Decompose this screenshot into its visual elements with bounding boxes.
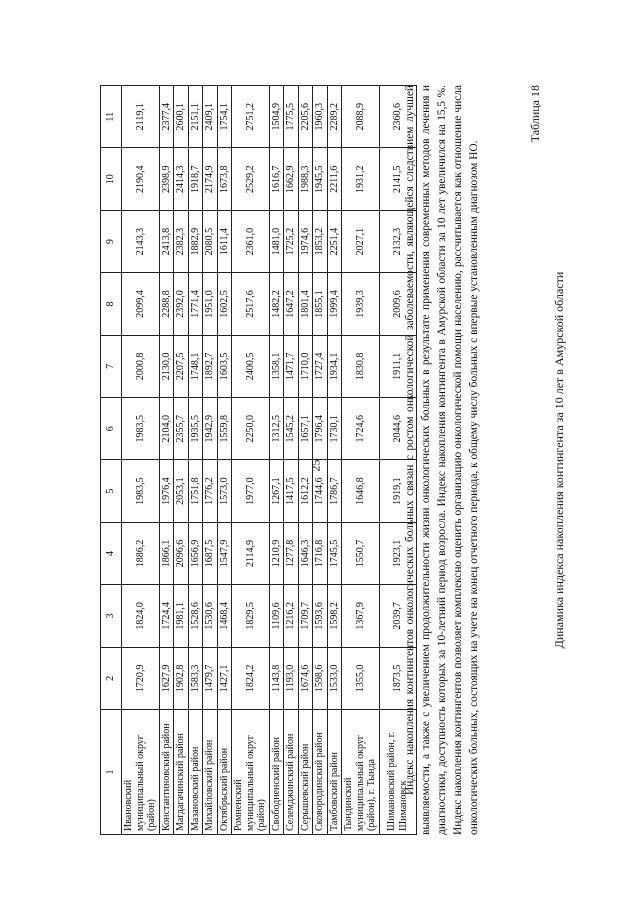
value-cell: 1216,2 — [284, 585, 299, 647]
value-cell: 1988,3 — [298, 148, 313, 210]
value-cell: 1481,0 — [269, 210, 284, 272]
value-cell: 2529,2 — [232, 148, 270, 210]
value-cell: 2104,0 — [159, 398, 174, 460]
value-cell: 1866,1 — [159, 522, 174, 584]
district-cell: Шимановский район, г. Шимановск — [379, 710, 416, 835]
value-cell: 1745,5 — [327, 522, 342, 584]
value-cell: 1616,7 — [269, 148, 284, 210]
value-cell: 1267,1 — [269, 460, 284, 522]
column-header: 11 — [101, 86, 122, 148]
page-number: 25 — [308, 459, 323, 472]
value-cell: 1277,8 — [284, 522, 299, 584]
value-cell: 1109,6 — [269, 585, 284, 647]
column-header: 7 — [101, 335, 122, 397]
table-row — [217, 86, 232, 835]
table-row — [159, 86, 174, 835]
value-cell: 1662,9 — [284, 148, 299, 210]
value-cell: 2400,5 — [232, 335, 270, 397]
value-cell: 1358,1 — [269, 335, 284, 397]
value-cell: 1657,1 — [298, 398, 313, 460]
value-cell: 1656,9 — [188, 522, 203, 584]
column-header: 8 — [101, 273, 122, 335]
value-cell: 1931,2 — [342, 148, 380, 210]
value-cell: 1796,4 — [313, 398, 328, 460]
value-cell: 2009,6 — [379, 273, 416, 335]
value-cell: 2517,6 — [232, 273, 270, 335]
value-cell: 1935,5 — [188, 398, 203, 460]
column-header: 6 — [101, 398, 122, 460]
value-cell: 1853,2 — [313, 210, 328, 272]
district-cell: Селемджинский район — [284, 710, 299, 835]
value-cell: 1598,2 — [327, 585, 342, 647]
value-cell: 1751,8 — [188, 460, 203, 522]
value-cell: 1724,4 — [159, 585, 174, 647]
value-cell: 1417,5 — [284, 460, 299, 522]
value-cell: 2211,6 — [327, 148, 342, 210]
value-cell: 1942,9 — [203, 398, 218, 460]
table-caption: Динамика индекса накопления контингента за 10 лет в Амурской области — [552, 271, 566, 649]
district-cell: Октябрьский район — [217, 710, 232, 835]
value-cell: 1210,9 — [269, 522, 284, 584]
table-body — [122, 86, 417, 835]
value-cell: 2080,5 — [203, 210, 218, 272]
district-cell: Свободненский район — [269, 710, 284, 835]
table-row — [232, 86, 270, 835]
value-cell: 1886,2 — [122, 522, 160, 584]
value-cell: 1611,4 — [217, 210, 232, 272]
value-cell: 1355,0 — [342, 647, 380, 709]
column-header: 10 — [101, 148, 122, 210]
value-cell: 1687,5 — [203, 522, 218, 584]
value-cell: 2088,9 — [342, 86, 380, 148]
value-cell: 2289,2 — [327, 86, 342, 148]
value-cell: 1602,5 — [217, 273, 232, 335]
value-cell: 2151,1 — [188, 86, 203, 148]
value-cell: 1748,1 — [188, 335, 203, 397]
value-cell: 1744,6 — [313, 460, 328, 522]
value-cell: 1716,8 — [313, 522, 328, 584]
value-cell: 1960,3 — [313, 86, 328, 148]
value-cell: 2096,6 — [174, 522, 189, 584]
value-cell: 1976,4 — [159, 460, 174, 522]
value-cell: 2114,9 — [232, 522, 270, 584]
value-cell: 2251,4 — [327, 210, 342, 272]
column-header: 4 — [101, 522, 122, 584]
value-cell: 1468,4 — [217, 585, 232, 647]
value-cell: 1550,7 — [342, 522, 380, 584]
value-cell: 1583,3 — [188, 647, 203, 709]
value-cell: 2141,5 — [379, 148, 416, 210]
value-cell: 2207,5 — [174, 335, 189, 397]
value-cell: 2413,8 — [159, 210, 174, 272]
rotated-page-content — [100, 85, 566, 835]
value-cell: 2377,4 — [159, 86, 174, 148]
value-cell: 1533,0 — [327, 647, 342, 709]
table-row — [269, 86, 284, 835]
value-cell: 2044,6 — [379, 398, 416, 460]
value-cell: 1754,1 — [217, 86, 232, 148]
value-cell: 1775,5 — [284, 86, 299, 148]
district-cell: Сковородинский район — [313, 710, 328, 835]
value-cell: 1545,2 — [284, 398, 299, 460]
value-cell: 2392,0 — [174, 273, 189, 335]
district-cell: Константиновский район — [159, 710, 174, 835]
value-cell: 1674,6 — [298, 647, 313, 709]
value-cell: 2288,8 — [159, 273, 174, 335]
table-row — [313, 86, 328, 835]
value-cell: 1143,8 — [269, 647, 284, 709]
table-row — [284, 86, 299, 835]
value-cell: 1504,9 — [269, 86, 284, 148]
value-cell: 2250,0 — [232, 398, 270, 460]
value-cell: 1939,3 — [342, 273, 380, 335]
value-cell: 1892,7 — [203, 335, 218, 397]
column-header: 9 — [101, 210, 122, 272]
value-cell: 2190,4 — [122, 148, 160, 210]
value-cell: 2130,0 — [159, 335, 174, 397]
value-cell: 1646,8 — [342, 460, 380, 522]
district-cell: Тамбовский район — [327, 710, 342, 835]
value-cell: 1479,7 — [203, 647, 218, 709]
table-row — [188, 86, 203, 835]
value-cell: 1977,0 — [232, 460, 270, 522]
value-cell: 1981,1 — [174, 585, 189, 647]
district-cell: Серышевский район — [298, 710, 313, 835]
value-cell: 1312,5 — [269, 398, 284, 460]
value-cell: 2205,6 — [298, 86, 313, 148]
district-cell: Магдагачинский район — [174, 710, 189, 835]
value-cell: 1530,6 — [203, 585, 218, 647]
value-cell: 1919,1 — [379, 460, 416, 522]
value-cell: 2414,3 — [174, 148, 189, 210]
value-cell: 1593,6 — [313, 585, 328, 647]
value-cell: 1547,9 — [217, 522, 232, 584]
value-cell: 1647,2 — [284, 273, 299, 335]
value-cell: 2119,1 — [122, 86, 160, 148]
table-row — [122, 86, 160, 835]
value-cell: 1786,7 — [327, 460, 342, 522]
value-cell: 1873,5 — [379, 647, 416, 709]
value-cell: 1471,7 — [284, 335, 299, 397]
district-cell: Ромненский муниципальный округ (район) — [232, 710, 270, 835]
value-cell: 1646,3 — [298, 522, 313, 584]
value-cell: 1902,8 — [174, 647, 189, 709]
value-cell: 1612,2 — [298, 460, 313, 522]
value-cell: 1801,4 — [298, 273, 313, 335]
value-cell: 2751,2 — [232, 86, 270, 148]
table-row — [342, 86, 380, 835]
value-cell: 1923,1 — [379, 522, 416, 584]
column-header: 2 — [101, 647, 122, 709]
district-cell: Михайловский район — [203, 710, 218, 835]
value-cell: 1911,1 — [379, 335, 416, 397]
value-cell: 1918,7 — [188, 148, 203, 210]
value-cell: 1627,9 — [159, 647, 174, 709]
value-cell: 1999,4 — [327, 273, 342, 335]
body-paragraph: Индекс накопления контингентов онкологических больных связан с ростом онкологической заболеваемости, являющейся следствием лучшей выявляемости, а также с увеличением продолжительности жизни онкологических больных в результате применения современных методов лечения и диагностики, доступность которых за 10-летний период возросла. Индекс накопления контингента в Амурской области за 10 лет увеличился на 15,5 %. Индекс накопления контингентов позволяет комплексно оценить организацию онкологической помощи населению, рассчитывается как отношение числа онкологических больных, состоящих на учете на конец отчетного периода, к общему числу больных с впервые установленным диагнозом НО. — [404, 85, 480, 835]
table-row — [174, 86, 189, 835]
index-table — [100, 85, 417, 835]
value-cell: 1855,1 — [313, 273, 328, 335]
value-cell: 1983,5 — [122, 398, 160, 460]
value-cell: 1427,1 — [217, 647, 232, 709]
district-cell: Мазановский район — [188, 710, 203, 835]
value-cell: 2361,0 — [232, 210, 270, 272]
value-cell: 1983,5 — [122, 460, 160, 522]
value-cell: 1951,0 — [203, 273, 218, 335]
value-cell: 1709,7 — [298, 585, 313, 647]
value-cell: 1934,1 — [327, 335, 342, 397]
table-row — [298, 86, 313, 835]
value-cell: 2053,1 — [174, 460, 189, 522]
value-cell: 2398,9 — [159, 148, 174, 210]
value-cell: 1730,1 — [327, 398, 342, 460]
value-cell: 1830,8 — [342, 335, 380, 397]
value-cell: 2000,8 — [122, 335, 160, 397]
value-cell: 2099,4 — [122, 273, 160, 335]
value-cell: 1727,4 — [313, 335, 328, 397]
table-row — [203, 86, 218, 835]
value-cell: 1776,2 — [203, 460, 218, 522]
value-cell: 1598,6 — [313, 647, 328, 709]
value-cell: 1945,5 — [313, 148, 328, 210]
value-cell: 1559,8 — [217, 398, 232, 460]
value-cell: 2143,3 — [122, 210, 160, 272]
value-cell: 1824,2 — [232, 647, 270, 709]
value-cell: 1824,0 — [122, 585, 160, 647]
column-header: 3 — [101, 585, 122, 647]
value-cell: 1603,5 — [217, 335, 232, 397]
value-cell: 1725,2 — [284, 210, 299, 272]
value-cell: 1974,6 — [298, 210, 313, 272]
value-cell: 1829,5 — [232, 585, 270, 647]
value-cell: 1771,4 — [188, 273, 203, 335]
value-cell: 1193,0 — [284, 647, 299, 709]
value-cell: 1882,9 — [188, 210, 203, 272]
value-cell: 1573,0 — [217, 460, 232, 522]
value-cell: 1367,9 — [342, 585, 380, 647]
district-cell: Тындинский муниципальный округ (район), г. Тында — [342, 710, 380, 835]
value-cell: 2600,1 — [174, 86, 189, 148]
value-cell: 1528,6 — [188, 585, 203, 647]
value-cell: 2174,9 — [203, 148, 218, 210]
district-cell: Ивановский муниципальный округ (район) — [122, 710, 160, 835]
value-cell: 2027,1 — [342, 210, 380, 272]
value-cell: 1724,6 — [342, 398, 380, 460]
value-cell: 2382,3 — [174, 210, 189, 272]
value-cell: 1720,9 — [122, 647, 160, 709]
table-header-row — [101, 86, 122, 835]
value-cell: 2409,1 — [203, 86, 218, 148]
value-cell: 2355,7 — [174, 398, 189, 460]
column-header: 5 — [101, 460, 122, 522]
column-header: 1 — [101, 710, 122, 835]
value-cell: 2360,6 — [379, 86, 416, 148]
value-cell: 1482,2 — [269, 273, 284, 335]
value-cell: 2132,3 — [379, 210, 416, 272]
value-cell: 1710,0 — [298, 335, 313, 397]
value-cell: 1673,8 — [217, 148, 232, 210]
table-label: Таблица 18 — [528, 85, 542, 143]
value-cell: 2039,7 — [379, 585, 416, 647]
table-row — [327, 86, 342, 835]
